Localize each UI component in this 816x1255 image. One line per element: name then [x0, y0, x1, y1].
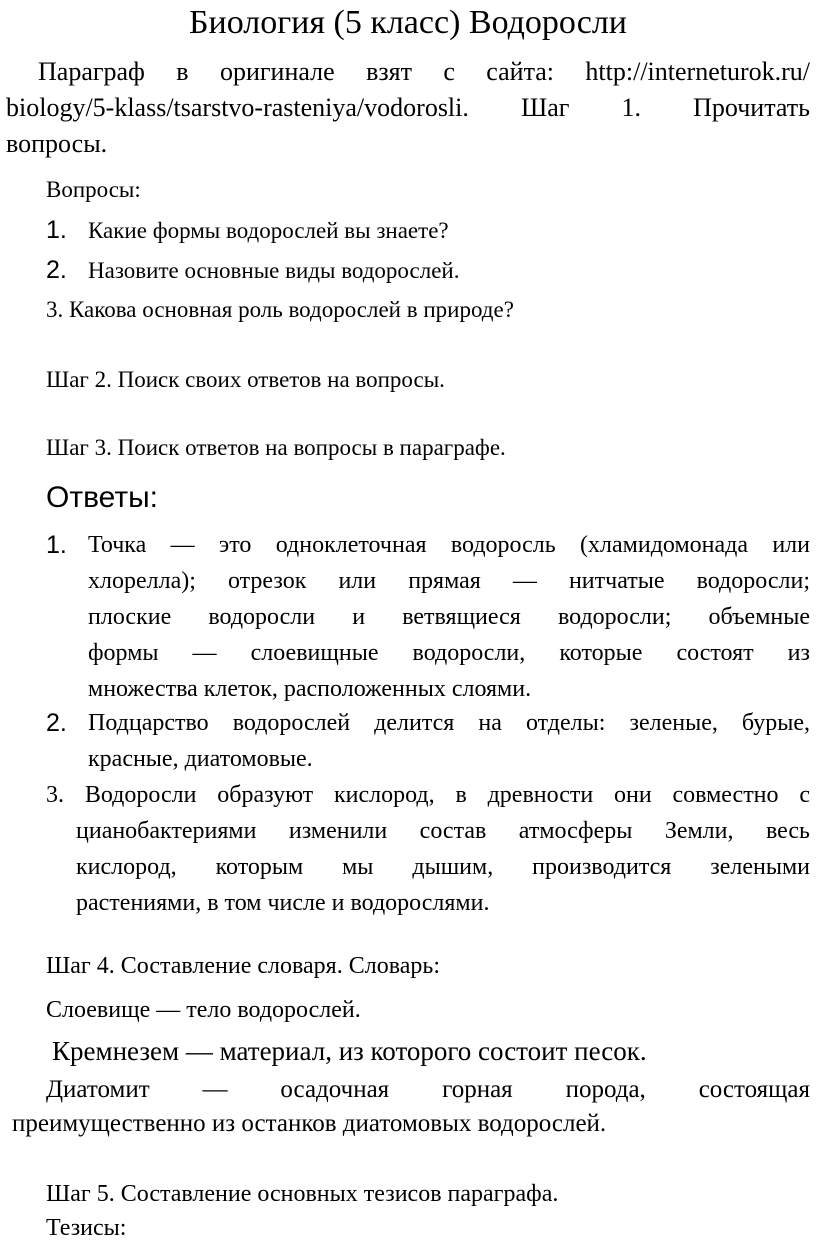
intro-line-3: вопросы.: [6, 129, 108, 158]
step-5: Шаг 5. Составление основных тезисов параграфа.: [46, 1181, 559, 1207]
answer-3-line: 3. Водоросли образуют кислород, в древности они совместно с: [46, 782, 810, 808]
answer-1-line: множества клеток, расположенных слоями.: [88, 676, 532, 702]
questions-heading: Вопросы:: [46, 177, 141, 202]
answer-number: 2.: [46, 709, 67, 737]
question-number: 1.: [46, 216, 67, 244]
answer-3-line: растениями, в том числе и водорослями.: [76, 890, 490, 916]
answer-1-line: формы — слоевищные водоросли, которые состоят из: [88, 640, 810, 666]
question-2: Назовите основные виды водорослей.: [88, 258, 460, 283]
intro-line-2: biology/5-klass/tsarstvo-rasteniya/vodorosli. Шаг 1. Прочитать: [6, 93, 810, 122]
step-4: Шаг 4. Составление словаря. Словарь:: [46, 953, 440, 979]
answer-1-line: плоские водоросли и ветвящиеся водоросли; объемные: [88, 604, 810, 630]
theses-heading: Тезисы:: [46, 1215, 127, 1241]
answer-3-line: кислород, которым мы дышим, производится зелеными: [76, 854, 810, 880]
dictionary-term: Слоевище — тело водорослей.: [46, 997, 361, 1023]
intro-line-1: Параграф в оригинале взят с сайта: http://interneturok.ru/: [38, 57, 810, 86]
step-2: Шаг 2. Поиск своих ответов на вопросы.: [46, 367, 445, 392]
question-1: Какие формы водорослей вы знаете?: [88, 218, 449, 243]
answer-2-line: Подцарство водорослей делится на отделы: зеленые, бурые,: [88, 710, 810, 736]
answer-2-line: красные, диатомовые.: [88, 746, 313, 772]
question-3: 3. Какова основная роль водорослей в природе?: [46, 297, 514, 322]
answer-1-line: Точка — это одноклеточная водоросль (хламидомонада или: [88, 532, 810, 558]
dictionary-term-continued: преимущественно из останков диатомовых водорослей.: [12, 1110, 607, 1137]
step-3: Шаг 3. Поиск ответов на вопросы в параграфе.: [46, 435, 506, 460]
dictionary-term: Кремнезем — материал, из которого состоит песок.: [52, 1036, 647, 1066]
answer-number: 1.: [46, 531, 67, 559]
answer-3-line: цианобактериями изменили состав атмосферы Земли, весь: [76, 818, 810, 844]
question-number: 2.: [46, 256, 67, 284]
page-title: Биология (5 класс) Водоросли: [188, 4, 627, 41]
answer-1-line: хлорелла); отрезок или прямая — нитчатые водоросли;: [88, 568, 810, 594]
dictionary-term: Диатомит — осадочная горная порода, состоящая: [46, 1076, 810, 1103]
answers-heading: Ответы:: [46, 481, 159, 514]
